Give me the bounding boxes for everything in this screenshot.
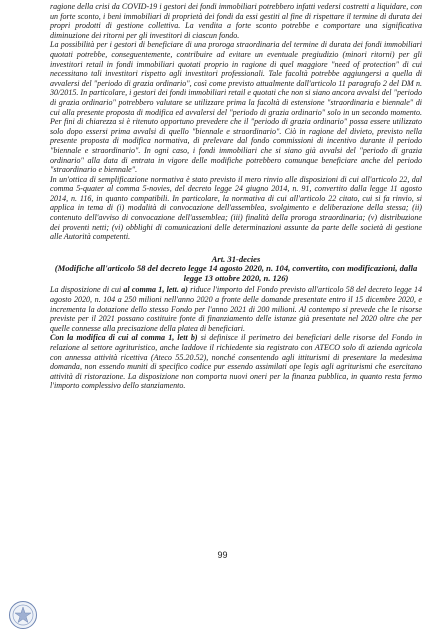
article-subtitle: (Modifiche all'articolo 58 del decreto legge 14 agosto 2020, n. 104, convertito, con modificazioni, dalla legge 13 ottobre 2020, n. 126) — [54, 262, 418, 283]
comma-1a-bold: al comma 1, lett. a) — [123, 285, 188, 295]
paragraph-extraordinary-extension: La possibilità per i gestori di beneficiare di una proroga straordinaria del termine di durata dei fondi immobiliari quotati potrebbe, conseguentemente, contribuire ad evitare un eventuale pregiudizio (minori ritorni) per gli investitori retail in fondi immobiliari quotati proprio in ragione di quel maggiore "need of protection" di cui necessitano tali investitori rispetto agli investitori professionali. Tale facoltà potrebbe aggiungersi a quella di avvalersi del "periodo di grazia ordinario", così come previsto attualmente dall'articolo 11 paragrafo 2 del DM n. 30/2015. In particolare, i gestori dei fondi immobiliari retail e quotati che non si siano ancora avvalsi del "periodo di grazia ordinario" potrebbero valutare se utilizzare prima la facoltà di estensione "straordinaria e biennale" di cui alla presente proposta di modifica ed avvalersi del "periodo di grazia ordinario" solo in un secondo momento. Per fini di chiarezza si è ritenuto opportuno prevedere che il "periodo di grazia ordinario" possa essere utilizzato solo dopo essersi prima avvalsi di quello "biennale e straordinario". Ciò in ragione del divieto, previsto nella presente proposta di modifica normativa, di prelevare dal fondo commissioni di incentivo durante il periodo "biennale e straordinario". In ogni caso, i fondi immobiliari che si siano già avvalsi del "periodo di grazia ordinario" alla data di entrata in vigore delle modifiche potrebbero comunque beneficiare anche del periodo "straordinario e biennale". — [50, 40, 422, 175]
comma-1b-bold: Con la modifica di cui al comma 1, lett b) — [50, 333, 198, 343]
paragraph-comma-1b — [50, 333, 422, 391]
comma-1a-start: La disposizione di cui — [50, 285, 124, 295]
paragraph-covid-liquidation: ragione della crisi da COVID-19 i gestori dei fondi immobiliari potrebbero infatti vedersi costretti a liquidare, con un forte sconto, i beni immobiliari di proprietà dei fondi da essi gestiti al fine di rispettare il termine di durata dei propri prodotti di gestione collettiva. La vendita a forte sconto potrebbe e comportare una significativa diminuzione dei ritorni per gli investitori di ciascun fondo. — [50, 2, 422, 40]
section-spacer — [50, 242, 422, 254]
comma-1b-rest: si definisce il perimetro dei beneficiari delle risorse del Fondo in relazione al settore agrituristico, anche laddove il richiedente sia registrato con ATECO solo di azienda agricola con annessa attività ricettiva (Ateco 55.20.52), nonché consentendo agli ittiturismi di presentare la medesima domanda, non essendo muniti di specifico codice pur essendo assimilati ope legis agli agriturismi che esercitano attività di ristorazione. La disposizione non comporta nuovi oneri per la finanza pubblica, in quanto resta fermo l'importo complessivo dello stanziamento. — [50, 333, 422, 391]
republic-seal-icon — [8, 600, 38, 630]
article-title: Art. 31-decies — [211, 253, 261, 264]
paragraph-normative-simplification: In un'ottica di semplificazione normativa è stato previsto il mero rinvio alle disposizioni di cui all'articolo 22, dal comma 5-quater al comma 5-novies, del decreto legge 24 giugno 2014, n. 91, convertito dalla legge 11 agosto 2014, n. 116, in quanto compatibili. In particolare, la normativa di cui all'articolo 22 citato, cui si fa rinvio, si applica in tema di (i) modalità di convocazione dell'assemblea, svolgimento e deliberazione della stessa; (ii) contenuto dell'avviso di convocazione dell'assemblea; (iii) finalità della proroga straordinaria; (v) distribuzione dei proventi netti; (vi) obblighi di comunicazioni delle determinazioni assunte da parte delle società di gestione alle Autorità competenti. — [50, 174, 422, 242]
page-number: 99 — [217, 550, 228, 560]
comma-1a-rest: riduce l'importo del Fondo previsto all'articolo 58 del decreto legge 14 agosto 2020, n. 104 a 250 milioni nell'anno 2020 a fronte delle domande presentate entro il 15 dicembre 2020, e incrementa la dotazione dello stesso Fondo per l'anno 2021 di 200 milioni. Al contempo si prevede che le risorse previste per il 2021 possano costituire fonte di finanziamento delle istanze già presentate nel 2020 oltre che per quelle connesse alla precisazione della platea di beneficiari. — [50, 285, 422, 333]
document-page — [50, 2, 422, 391]
paragraph-comma-1a — [50, 285, 422, 333]
